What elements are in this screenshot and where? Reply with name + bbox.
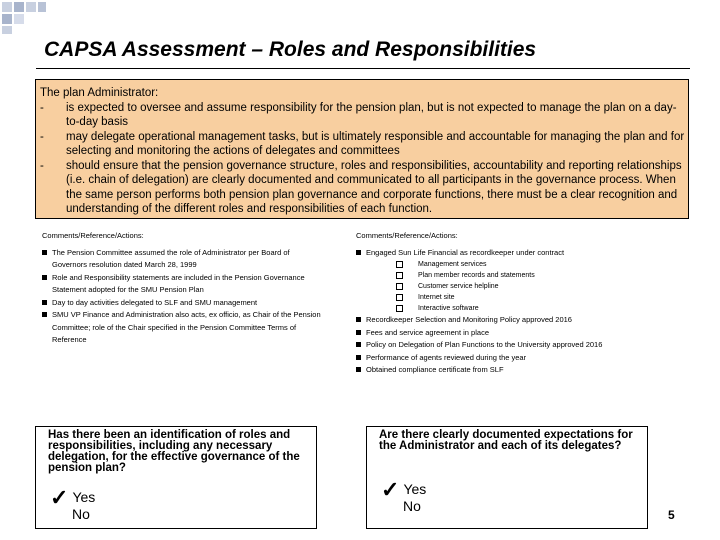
no-label: No (403, 498, 421, 514)
bullet-square-icon (356, 250, 361, 255)
bullet-square-icon (42, 300, 47, 305)
no-label: No (72, 506, 90, 522)
list-item (42, 297, 322, 310)
list-item-text: Recordkeeper Selection and Monitoring Policy approved 2016 (366, 315, 572, 324)
list-item (356, 314, 676, 327)
checkbox-bullet-icon (396, 305, 403, 312)
bullet-square-icon (356, 330, 361, 335)
sub-list-item-text: Customer service helpline (418, 283, 499, 290)
sub-list-item (356, 259, 676, 270)
plan-box-item (40, 130, 688, 159)
left-comments (42, 230, 322, 347)
checkmark-icon: ✓ (381, 477, 400, 502)
dash-marker: - (40, 130, 44, 143)
list-item-text: Day to day activities delegated to SLF and SMU management (52, 297, 258, 307)
plan-box-item (40, 101, 688, 130)
question-text: Has there been an identification of roles and responsibilities, including any necessary delegation, for the effective governance of the pension plan? (48, 429, 300, 474)
corner-decoration (0, 0, 48, 36)
right-comments (356, 230, 676, 377)
dash-marker: - (40, 159, 44, 172)
left-comments-heading: Comments/Reference/Actions: (42, 231, 144, 240)
bullet-square-icon (356, 355, 361, 360)
sub-list-item-text: Plan member records and statements (418, 272, 535, 279)
sub-list-item-text: Internet site (418, 294, 455, 301)
plan-box-item-text: is expected to oversee and assume responsibility for the pension plan, but is not expected to manage the plan on a day-to-day basis (66, 101, 677, 128)
list-item-text: Obtained compliance certificate from SLF (366, 365, 504, 374)
sub-list-item (356, 281, 676, 292)
answer (381, 477, 427, 515)
plan-box-heading: The plan Administrator: (40, 87, 159, 99)
yes-label: Yes (403, 481, 427, 497)
sub-list-item (356, 292, 676, 303)
list-item-text: The Pension Committee assumed the role of Administrator per Board of Governors resolution dated March 28, 1999 (52, 247, 290, 269)
plan-administrator-box (35, 79, 689, 219)
list-item (42, 309, 322, 347)
plan-box-item-text: should ensure that the pension governance structure, roles and responsibilities, accountability and reporting relationships (i.e. chain of delegation) are clearly documented and communicated to all participants in the governance process. When the same person performs both pension plan governance and corporate functions, there must be a clear recognition and understanding of the different roles and responsibilities of each function. (66, 159, 682, 215)
list-item (356, 352, 676, 365)
dash-marker: - (40, 101, 44, 114)
bullet-square-icon (42, 250, 47, 255)
bullet-square-icon (356, 367, 361, 372)
checkbox-bullet-icon (396, 261, 403, 268)
list-item (356, 339, 676, 352)
sub-list-item-text: Interactive software (418, 305, 479, 312)
question-box-expectations (366, 426, 648, 529)
list-item (42, 272, 322, 297)
sub-list-item (356, 303, 676, 314)
answer (50, 485, 96, 523)
answer-yes (381, 477, 427, 502)
yes-label: Yes (72, 489, 96, 505)
list-item (356, 247, 676, 260)
question-box-roles (35, 426, 317, 529)
question-text: Are there clearly documented expectations for the Administrator and each of its delegates? (379, 429, 633, 452)
list-item (42, 247, 322, 272)
sub-list-item (356, 270, 676, 281)
sub-list-item-text: Management services (418, 261, 487, 268)
right-comments-heading: Comments/Reference/Actions: (356, 231, 458, 240)
checkmark-icon: ✓ (50, 485, 69, 510)
list-item-text: Engaged Sun Life Financial as recordkeeper under contract (366, 247, 565, 257)
page-number: 5 (668, 508, 675, 522)
list-item-text: Role and Responsibility statements are included in the Pension Governance Statement adopted for the SMU Pension Plan (52, 272, 305, 294)
bullet-square-icon (356, 342, 361, 347)
title-divider (36, 68, 690, 69)
checkbox-bullet-icon (396, 294, 403, 301)
plan-box-item (40, 159, 688, 217)
page-title: CAPSA Assessment – Roles and Responsibilities (44, 38, 537, 61)
list-item-text: Policy on Delegation of Plan Functions to the University approved 2016 (366, 340, 603, 349)
bullet-square-icon (356, 317, 361, 322)
checkbox-bullet-icon (396, 283, 403, 290)
checkbox-bullet-icon (396, 272, 403, 279)
list-item (356, 327, 676, 340)
list-item (356, 364, 676, 377)
plan-box-item-text: may delegate operational management tasks, but is ultimately responsible and accountable for managing the plan and for selecting and monitoring the actions of delegates and committees (66, 130, 685, 157)
list-item-text: Fees and service agreement in place (366, 327, 489, 337)
answer-yes (50, 485, 96, 510)
bullet-square-icon (42, 275, 47, 280)
list-item-text: Performance of agents reviewed during the year (366, 352, 527, 362)
list-item-text: SMU VP Finance and Administration also acts, ex officio, as Chair of the Pension Committee; role of the Chair specified in the Pension Committee Terms of Reference (52, 310, 321, 344)
bullet-square-icon (42, 312, 47, 317)
